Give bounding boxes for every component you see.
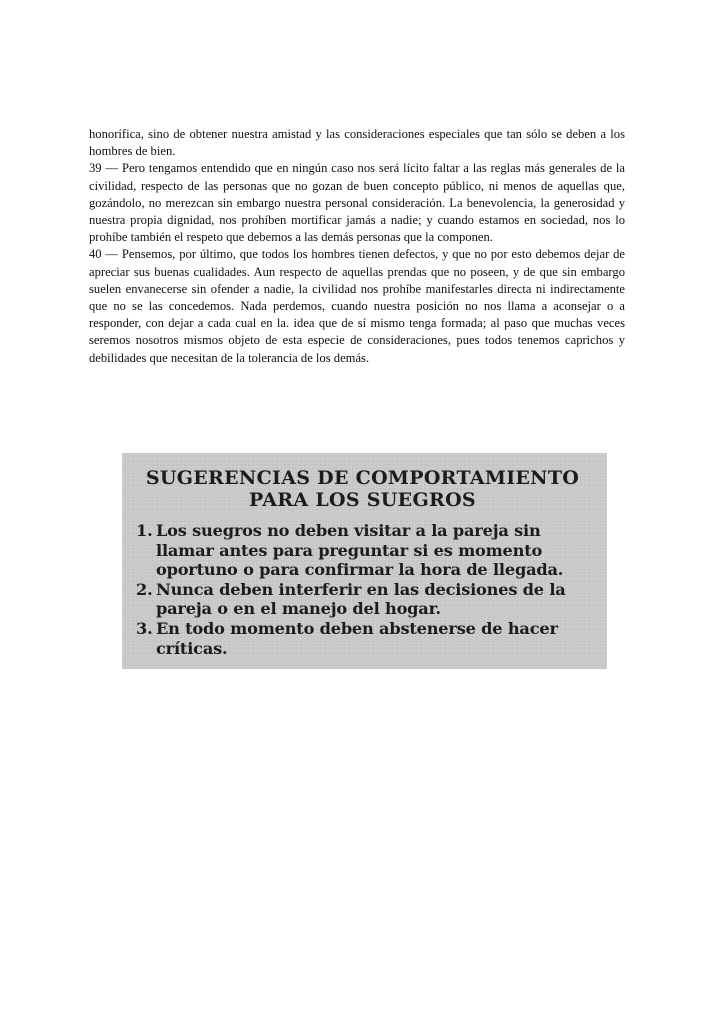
- paragraph-continuation: honorífica, sino de obtener nuestra amistad y las consideraciones especiales que tan sólo se deben a los hombres de bien.: [89, 127, 625, 159]
- scanned-clipping: [122, 453, 607, 669]
- clipping-item-number: 1.: [136, 521, 153, 540]
- paragraph-39: 39 — Pero tengamos entendido que en ningún caso nos será lícito faltar a las reglas más generales de la civilidad, respecto de las personas que no gozan de buen concepto público, ni menos de aquellas que, gozándolo, no merezcan sin embargo nuestra personal consideración. La benevolencia, la generosidad y nuestra propia dignidad, nos prohíben mortificar jamás a nadie; y cuando estamos en sociedad, nos lo prohíbe también el respeto que debemos a las demás personas que la componen.: [89, 161, 625, 245]
- clipping-item-text: En todo momento deben abstenerse de hacer críticas.: [156, 618, 558, 658]
- clipping-item-text: Nunca deben interferir en las decisiones de la pareja o en el manejo del hogar.: [156, 579, 566, 619]
- clipping-item: [136, 619, 589, 658]
- clipping-title: SUGERENCIAS DE COMPORTAMIENTO PARA LOS SUEGROS: [145, 467, 580, 511]
- clipping-item-text: Los suegros no deben visitar a la pareja sin llamar antes para preguntar si es momento oportuno o para confirmar la hora de llegada.: [156, 521, 564, 580]
- body-text: [89, 126, 625, 367]
- clipping-item-number: 3.: [136, 618, 153, 638]
- clipping-list: [136, 521, 589, 658]
- clipping-item: [136, 580, 589, 619]
- clipping-item: [136, 521, 589, 580]
- paragraph-40: 40 — Pensemos, por último, que todos los hombres tienen defectos, y que no por esto debemos dejar de apreciar sus buenas cualidades. Aun respecto de aquellas prendas que no poseen, y de que sin embargo suelen envanecerse sin ofender a nadie, la civilidad nos prohíbe manifestarles directa ni indirectamente que no se las concedemos. Nada perdemos, cuando nuestra posición no nos llama a aconsejar o a responder, con dejar a cada cual en la. idea que de sí mismo tenga formada; al paso que muchas veces seremos nosotros mismos objeto de esta especie de consideraciones, pues todos tenemos caprichos y debilidades que necesitan de la tolerancia de los demás.: [89, 247, 625, 365]
- clipping-item-number: 2.: [136, 579, 153, 599]
